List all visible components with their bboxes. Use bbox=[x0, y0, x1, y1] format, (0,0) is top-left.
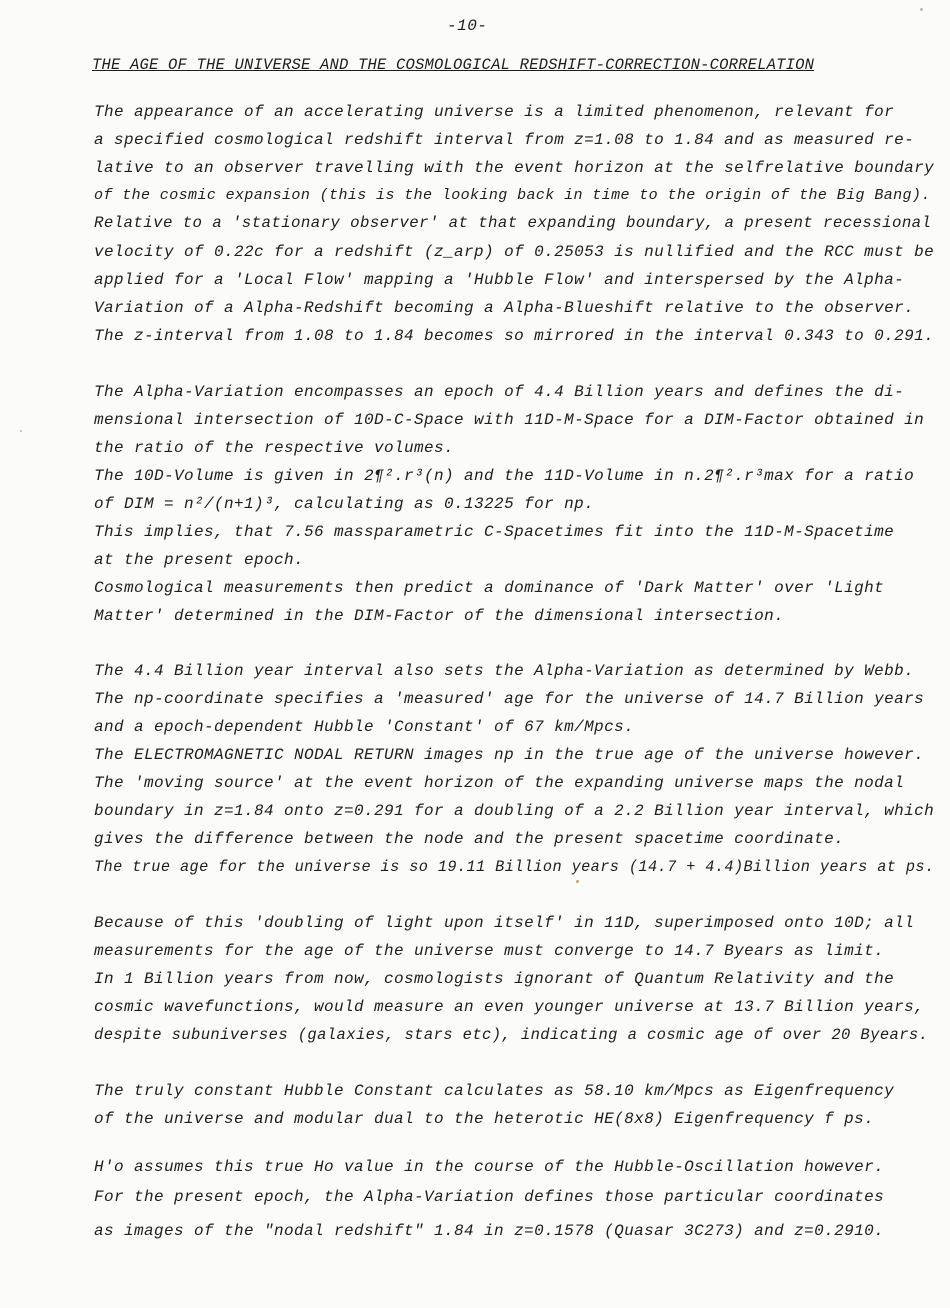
text-line: Because of this 'doubling of light upon itself' in 11D, superimposed onto 10D; all bbox=[94, 914, 915, 932]
text-line: The true age for the universe is so 19.11 Billion years (14.7 + 4.4)Billion years at ps. bbox=[94, 858, 935, 876]
text-line: The 4.4 Billion year interval also sets the Alpha-Variation as determined by Webb. bbox=[94, 662, 915, 680]
text-line: The appearance of an accelerating universe is a limited phenomenon, relevant for bbox=[94, 103, 895, 121]
text-line: lative to an observer travelling with the event horizon at the selfrelative boundary bbox=[94, 159, 935, 177]
text-line: velocity of 0.22c for a redshift (z_arp) of 0.25053 is nullified and the RCC must be bbox=[94, 243, 935, 261]
text-line: Matter' determined in the DIM-Factor of the dimensional intersection. bbox=[94, 607, 785, 625]
text-line: mensional intersection of 10D-C-Space with 11D-M-Space for a DIM-Factor obtained in bbox=[94, 411, 925, 429]
text-line: measurements for the age of the universe must converge to 14.7 Byears as limit. bbox=[94, 942, 885, 960]
text-line: of the cosmic expansion (this is the looking back in time to the origin of the Big Bang). bbox=[94, 187, 931, 204]
text-line: applied for a 'Local Flow' mapping a 'Hubble Flow' and interspersed by the Alpha- bbox=[94, 271, 905, 289]
text-line: The 10D-Volume is given in 2¶².r³(n) and the 11D-Volume in n.2¶².r³max for a ratio bbox=[94, 467, 915, 485]
text-line: cosmic wavefunctions, would measure an even younger universe at 13.7 Billion years, bbox=[94, 998, 925, 1016]
text-line: The Alpha-Variation encompasses an epoch of 4.4 Billion years and defines the di- bbox=[94, 383, 905, 401]
text-line: This implies, that 7.56 massparametric C-Spacetimes fit into the 11D-M-Spacetime bbox=[94, 523, 895, 541]
text-line: the ratio of the respective volumes. bbox=[94, 439, 455, 457]
text-line: The 'moving source' at the event horizon of the expanding universe maps the nodal bbox=[94, 774, 905, 792]
text-line: gives the difference between the node and the present spacetime coordinate. bbox=[94, 830, 845, 848]
text-line: despite subuniverses (galaxies, stars etc), indicating a cosmic age of over 20 Byears. bbox=[94, 1026, 929, 1044]
text-line: boundary in z=1.84 onto z=0.291 for a doubling of a 2.2 Billion year interval, which bbox=[94, 802, 935, 820]
text-line: For the present epoch, the Alpha-Variation defines those particular coordinates bbox=[94, 1188, 885, 1206]
text-line: Relative to a 'stationary observer' at that expanding boundary, a present recessional bbox=[94, 214, 932, 232]
text-line: H'o assumes this true Ho value in the course of the Hubble-Oscillation however. bbox=[94, 1158, 885, 1176]
text-line: a specified cosmological redshift interval from z=1.08 to 1.84 and as measured re- bbox=[94, 131, 915, 149]
document-title: THE AGE OF THE UNIVERSE AND THE COSMOLOGICAL REDSHIFT-CORRECTION-CORRELATION bbox=[92, 56, 815, 74]
text-line: In 1 Billion years from now, cosmologists ignorant of Quantum Relativity and the bbox=[94, 970, 895, 988]
text-line: The truly constant Hubble Constant calculates as 58.10 km/Mpcs as Eigenfrequency bbox=[94, 1082, 895, 1100]
text-line: The np-coordinate specifies a 'measured' age for the universe of 14.7 Billion years bbox=[94, 690, 925, 708]
text-line: and a epoch-dependent Hubble 'Constant' of 67 km/Mpcs. bbox=[94, 718, 635, 736]
text-line: at the present epoch. bbox=[94, 551, 305, 569]
text-line: The ELECTROMAGNETIC NODAL RETURN images np in the true age of the universe however. bbox=[94, 746, 925, 764]
text-line: Cosmological measurements then predict a dominance of 'Dark Matter' over 'Light bbox=[94, 579, 885, 597]
text-line: Variation of a Alpha-Redshift becoming a Alpha-Blueshift relative to the observer. bbox=[94, 299, 915, 317]
paper-speck bbox=[920, 8, 923, 11]
paper-speck bbox=[576, 880, 579, 883]
text-line: as images of the "nodal redshift" 1.84 in z=0.1578 (Quasar 3C273) and z=0.2910. bbox=[94, 1222, 885, 1240]
text-line: of the universe and modular dual to the heterotic HE(8x8) Eigenfrequency f ps. bbox=[94, 1110, 875, 1128]
text-line: of DIM = n²/(n+1)³, calculating as 0.13225 for np. bbox=[94, 495, 595, 513]
text-line: The z-interval from 1.08 to 1.84 becomes so mirrored in the interval 0.343 to 0.291. bbox=[94, 327, 935, 345]
page-number: -10- bbox=[447, 17, 488, 35]
paper-speck bbox=[20, 430, 22, 432]
